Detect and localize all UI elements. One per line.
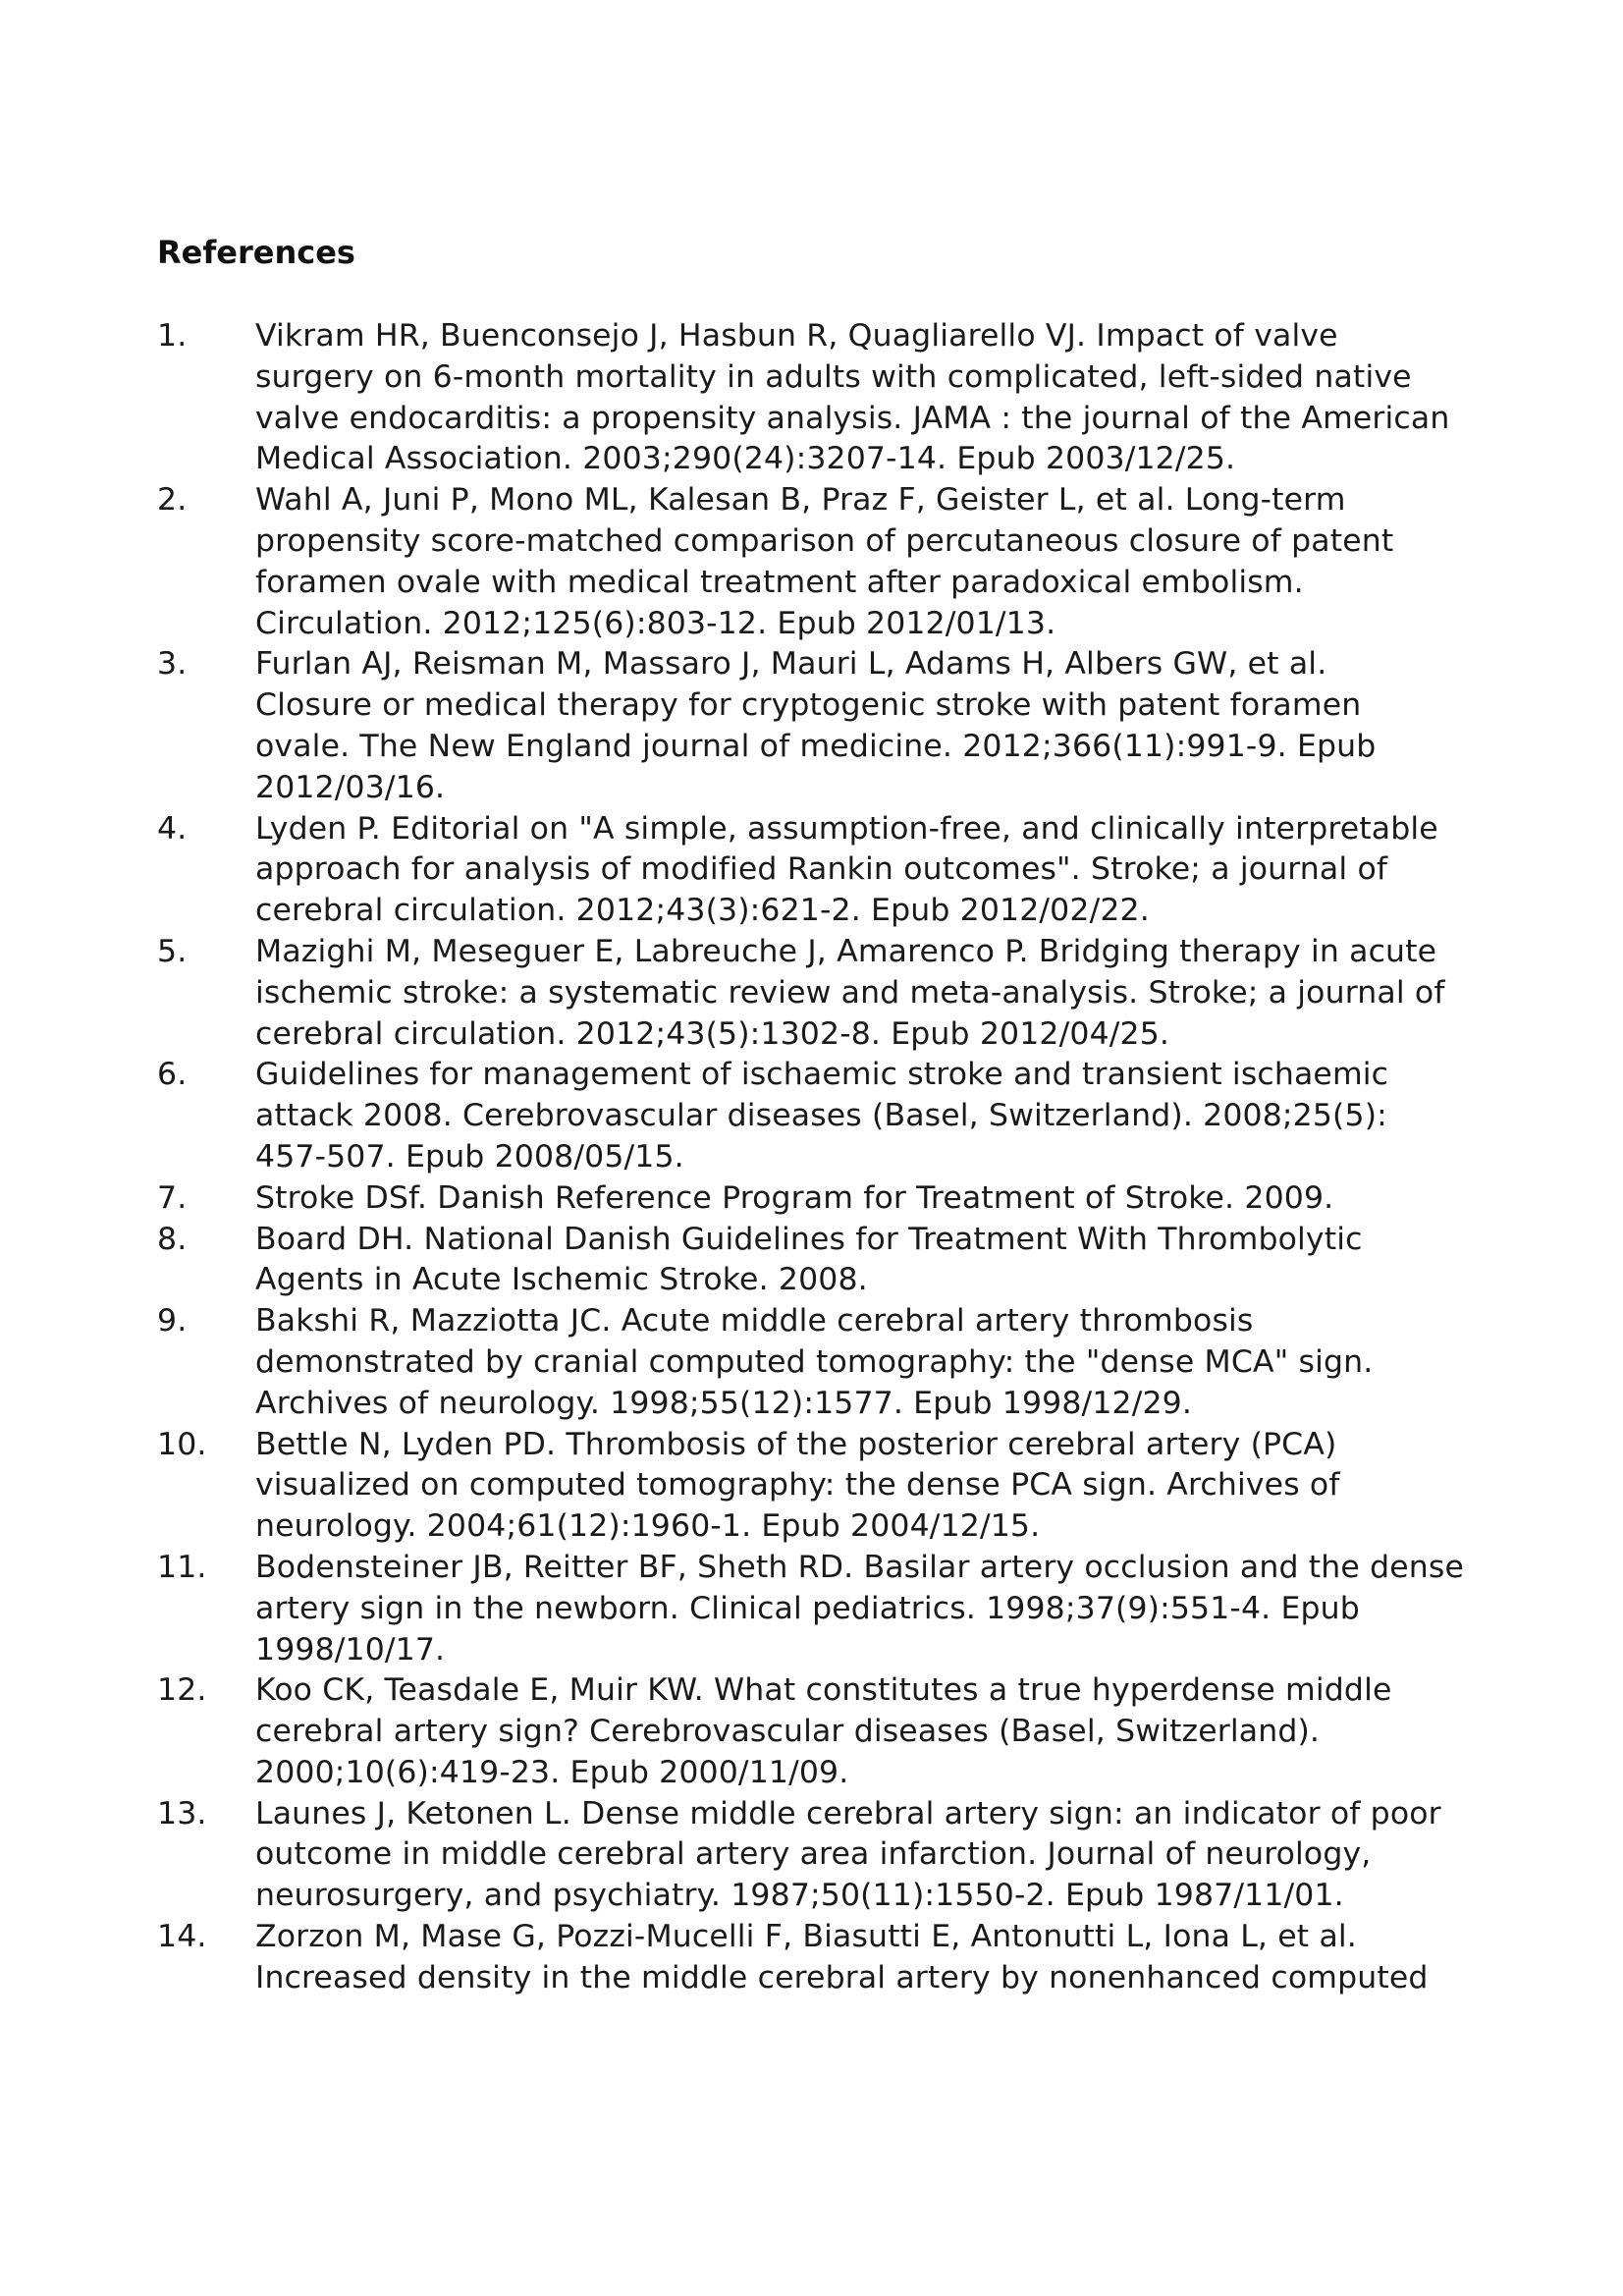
reference-text bbox=[255, 932, 1492, 1055]
reference-line: valve endocarditis: a propensity analysis. JAMA : the journal of the American bbox=[255, 400, 1450, 436]
reference-line: 1998/10/17. bbox=[255, 1631, 446, 1667]
reference-line: Lyden P. Editorial on "A simple, assumption-free, and clinically interpretable bbox=[255, 810, 1438, 847]
reference-line: Wahl A, Juni P, Mono ML, Kalesan B, Praz F, Geister L, et al. Long-term bbox=[255, 482, 1346, 519]
reference-line: demonstrated by cranial computed tomography: the "dense MCA" sign. bbox=[255, 1343, 1374, 1380]
reference-line: visualized on computed tomography: the dense PCA sign. Archives of bbox=[255, 1467, 1340, 1503]
reference-line: Mazighi M, Meseguer E, Labreuche J, Amarenco P. Bridging therapy in acute bbox=[255, 933, 1437, 969]
reference-number: 8. bbox=[157, 1221, 188, 1257]
reference-line: Launes J, Ketonen L. Dense middle cerebral artery sign: an indicator of poor bbox=[255, 1795, 1441, 1831]
reference-line: Guidelines for management of ischaemic stroke and transient ischaemic bbox=[255, 1057, 1389, 1093]
reference-line: cerebral artery sign? Cerebrovascular diseases (Basel, Switzerland). bbox=[255, 1714, 1321, 1750]
references-heading: References bbox=[157, 234, 355, 271]
reference-line: propensity score-matched comparison of percutaneous closure of patent bbox=[255, 522, 1394, 559]
reference-line: neurology. 2004;61(12):1960-1. Epub 2004/12/15. bbox=[255, 1508, 1041, 1545]
reference-number: 1. bbox=[157, 318, 188, 354]
reference-line: Increased density in the middle cerebral artery by nonenhanced computed bbox=[255, 1959, 1429, 1995]
references-list bbox=[157, 316, 1492, 1999]
reference-line: ischemic stroke: a systematic review and meta-analysis. Stroke; a journal of bbox=[255, 974, 1445, 1011]
reference-text bbox=[255, 1670, 1492, 1793]
reference-line: approach for analysis of modified Rankin outcomes". Stroke; a journal of bbox=[255, 851, 1388, 888]
reference-line: Medical Association. 2003;290(24):3207-14. Epub 2003/12/25. bbox=[255, 441, 1236, 477]
reference-item bbox=[157, 316, 1492, 480]
reference-item bbox=[157, 932, 1492, 1055]
reference-number: 2. bbox=[157, 482, 188, 519]
reference-line: Archives of neurology. 1998;55(12):1577. Epub 1998/12/29. bbox=[255, 1385, 1193, 1421]
reference-text bbox=[255, 1178, 1492, 1220]
reference-item bbox=[157, 1178, 1492, 1220]
reference-line: 457-507. Epub 2008/05/15. bbox=[255, 1138, 684, 1175]
reference-item bbox=[157, 809, 1492, 932]
reference-text bbox=[255, 1220, 1492, 1302]
reference-text bbox=[255, 1301, 1492, 1424]
reference-line: cerebral circulation. 2012;43(3):621-2. Epub 2012/02/22. bbox=[255, 893, 1150, 929]
reference-number: 3. bbox=[157, 646, 188, 683]
reference-item bbox=[157, 1670, 1492, 1793]
reference-item bbox=[157, 1425, 1492, 1548]
reference-line: Bakshi R, Mazziotta JC. Acute middle cerebral artery thrombosis bbox=[255, 1303, 1254, 1339]
reference-line: Agents in Acute Ischemic Stroke. 2008. bbox=[255, 1262, 868, 1298]
reference-number: 11. bbox=[157, 1549, 207, 1585]
reference-line: outcome in middle cerebral artery area infarction. Journal of neurology, bbox=[255, 1836, 1372, 1873]
reference-number: 14. bbox=[157, 1919, 207, 1955]
reference-line: Vikram HR, Buenconsejo J, Hasbun R, Quagliarello VJ. Impact of valve bbox=[255, 318, 1338, 354]
reference-number: 12. bbox=[157, 1672, 207, 1709]
reference-text bbox=[255, 1917, 1492, 1999]
reference-item bbox=[157, 644, 1492, 808]
reference-text bbox=[255, 1794, 1492, 1917]
reference-text bbox=[255, 480, 1492, 644]
reference-item bbox=[157, 1301, 1492, 1424]
reference-line: Circulation. 2012;125(6):803-12. Epub 2012/01/13. bbox=[255, 605, 1056, 641]
reference-line: Bodensteiner JB, Reitter BF, Sheth RD. Basilar artery occlusion and the dense bbox=[255, 1549, 1464, 1585]
reference-item bbox=[157, 1917, 1492, 1999]
reference-text bbox=[255, 1548, 1492, 1670]
reference-item bbox=[157, 1794, 1492, 1917]
reference-line: Closure or medical therapy for cryptogenic stroke with patent foramen bbox=[255, 687, 1362, 724]
reference-line: attack 2008. Cerebrovascular diseases (Basel, Switzerland). 2008;25(5): bbox=[255, 1098, 1387, 1134]
reference-item bbox=[157, 1548, 1492, 1670]
reference-line: 2000;10(6):419-23. Epub 2000/11/09. bbox=[255, 1754, 849, 1790]
reference-text bbox=[255, 316, 1492, 480]
reference-line: Koo CK, Teasdale E, Muir KW. What constitutes a true hyperdense middle bbox=[255, 1672, 1392, 1709]
reference-line: cerebral circulation. 2012;43(5):1302-8. Epub 2012/04/25. bbox=[255, 1015, 1170, 1052]
reference-line: Furlan AJ, Reisman M, Massaro J, Mauri L, Adams H, Albers GW, et al. bbox=[255, 646, 1327, 683]
reference-item bbox=[157, 1220, 1492, 1302]
reference-line: Bettle N, Lyden PD. Thrombosis of the posterior cerebral artery (PCA) bbox=[255, 1426, 1337, 1462]
reference-text bbox=[255, 644, 1492, 808]
reference-line: Board DH. National Danish Guidelines for Treatment With Thrombolytic bbox=[255, 1221, 1363, 1257]
reference-line: Stroke DSf. Danish Reference Program for Treatment of Stroke. 2009. bbox=[255, 1179, 1334, 1216]
reference-number: 4. bbox=[157, 810, 188, 847]
reference-line: ovale. The New England journal of medicine. 2012;366(11):991-9. Epub bbox=[255, 728, 1377, 764]
reference-number: 6. bbox=[157, 1057, 188, 1093]
reference-text bbox=[255, 1425, 1492, 1548]
reference-number: 9. bbox=[157, 1303, 188, 1339]
reference-line: Zorzon M, Mase G, Pozzi-Mucelli F, Biasutti E, Antonutti L, Iona L, et al. bbox=[255, 1919, 1357, 1955]
reference-line: neurosurgery, and psychiatry. 1987;50(11):1550-2. Epub 1987/11/01. bbox=[255, 1878, 1344, 1914]
reference-item bbox=[157, 480, 1492, 644]
reference-number: 10. bbox=[157, 1426, 207, 1462]
reference-line: surgery on 6-month mortality in adults with complicated, left-sided native bbox=[255, 358, 1412, 395]
reference-line: 2012/03/16. bbox=[255, 769, 446, 805]
reference-number: 13. bbox=[157, 1795, 207, 1831]
reference-number: 7. bbox=[157, 1179, 188, 1216]
reference-text bbox=[255, 809, 1492, 932]
reference-line: artery sign in the newborn. Clinical pediatrics. 1998;37(9):551-4. Epub bbox=[255, 1590, 1360, 1626]
reference-item bbox=[157, 1055, 1492, 1177]
reference-line: foramen ovale with medical treatment after paradoxical embolism. bbox=[255, 564, 1304, 600]
reference-text bbox=[255, 1055, 1492, 1177]
reference-number: 5. bbox=[157, 933, 188, 969]
